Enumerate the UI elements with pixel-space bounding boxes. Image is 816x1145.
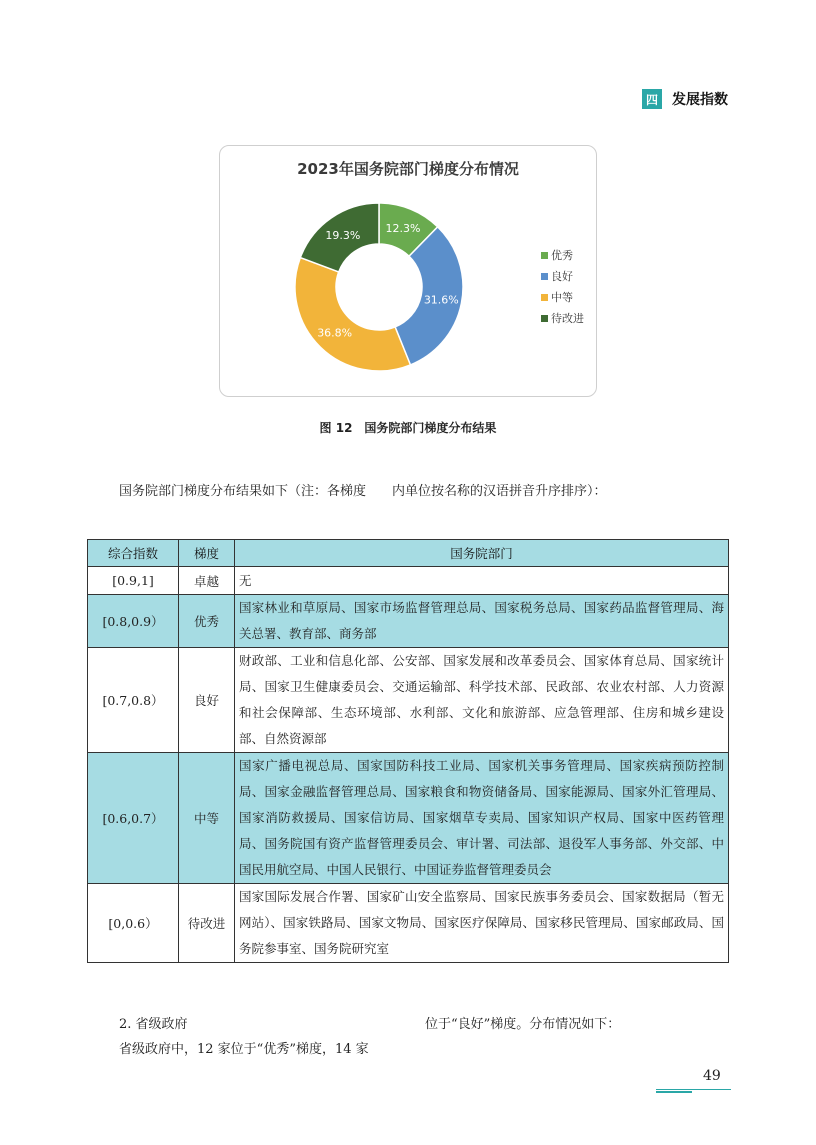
legend-swatch-1 — [541, 273, 548, 280]
row-departments: 国家林业和草原局、国家市场监督管理总局、国家税务总局、国家药品监督管理局、海关总署、教育部、商务部 — [235, 595, 729, 648]
row-grade: 待改进 — [179, 884, 235, 963]
table-row — [88, 648, 729, 753]
table-header-row — [88, 540, 729, 567]
slice-label-1: 31.6% — [423, 293, 459, 307]
row-range: [0.6,0.7） — [88, 753, 179, 884]
chart-title: 2023年国务院部门梯度分布情况 — [297, 160, 519, 178]
row-departments: 国家国际发展合作署、国家矿山安全监察局、国家民族事务委员会、国家数据局（暂无网站）、国家铁路局、国家文物局、国家医疗保障局、国家移民管理局、国家邮政局、国务院参事室、国务院研究室 — [235, 884, 729, 963]
row-departments: 财政部、工业和信息化部、公安部、国家发展和改革委员会、国家体育总局、国家统计局、国家卫生健康委员会、交通运输部、科学技术部、民政部、农业农村部、人力资源和社会保障部、生态环境部、水利部、文化和旅游部、应急管理部、住房和城乡建设部、自然资源部 — [235, 648, 729, 753]
row-grade: 中等 — [179, 753, 235, 884]
page-rule-accent — [656, 1091, 692, 1093]
row-range: [0.7,0.8） — [88, 648, 179, 753]
intro-paragraph: 国务院部门梯度分布结果如下（注：各梯度 内单位按名称的汉语拼音升序排序）： — [119, 484, 607, 499]
page-number: 49 — [703, 1068, 721, 1084]
grade-table — [87, 539, 729, 963]
donut-chart — [219, 145, 597, 397]
figure-caption: 图 12 国务院部门梯度分布结果 — [319, 421, 497, 435]
table-row — [88, 567, 729, 595]
section-title: 发展指数 — [672, 92, 728, 108]
slice-label-3: 19.3% — [325, 228, 361, 242]
subsection-heading: 2. 省级政府 — [119, 1017, 188, 1032]
legend-swatch-2 — [541, 294, 548, 301]
row-range: [0.9,1] — [88, 567, 179, 595]
table-row — [88, 595, 729, 648]
legend-swatch-3 — [541, 315, 548, 322]
table-row — [88, 884, 729, 963]
section-header — [642, 89, 728, 109]
slice-2 — [295, 258, 410, 371]
legend-label-3: 待改进 — [551, 312, 584, 325]
row-grade: 卓越 — [179, 567, 235, 595]
row-range: [0,0.6） — [88, 884, 179, 963]
row-grade: 优秀 — [179, 595, 235, 648]
row-departments: 国家广播电视总局、国家国防科技工业局、国家机关事务管理局、国家疾病预防控制局、国家金融监督管理总局、国家粮食和物资储备局、国家能源局、国家外汇管理局、国家消防救援局、国家信访局、国家烟草专卖局、国家知识产权局、国家中医药管理局、国务院国有资产监督管理委员会、审计署、司法部、退役军人事务部、外交部、中国民用航空局、中国人民银行、中国证券监督管理委员会 — [235, 753, 729, 884]
table-row — [88, 753, 729, 884]
legend-swatch-0 — [541, 252, 548, 259]
body-text-right: 位于“良好”梯度。分布情况如下： — [425, 1017, 621, 1032]
slice-label-0: 12.3% — [385, 222, 421, 236]
body-text: 省级政府中，12 家位于“优秀”梯度，14 家 — [119, 1042, 369, 1057]
page-rule — [656, 1089, 731, 1090]
slice-label-2: 36.8% — [317, 326, 353, 340]
section-number-badge: 四 — [642, 89, 662, 109]
row-range: [0.8,0.9） — [88, 595, 179, 648]
legend-label-0: 优秀 — [551, 249, 573, 262]
header-grade: 梯度 — [179, 540, 235, 567]
chart-canvas — [220, 146, 596, 396]
row-grade: 良好 — [179, 648, 235, 753]
header-departments: 国务院部门 — [235, 540, 729, 567]
row-departments: 无 — [235, 567, 729, 595]
header-index: 综合指数 — [88, 540, 179, 567]
legend-label-2: 中等 — [551, 291, 573, 304]
legend-label-1: 良好 — [551, 270, 573, 283]
